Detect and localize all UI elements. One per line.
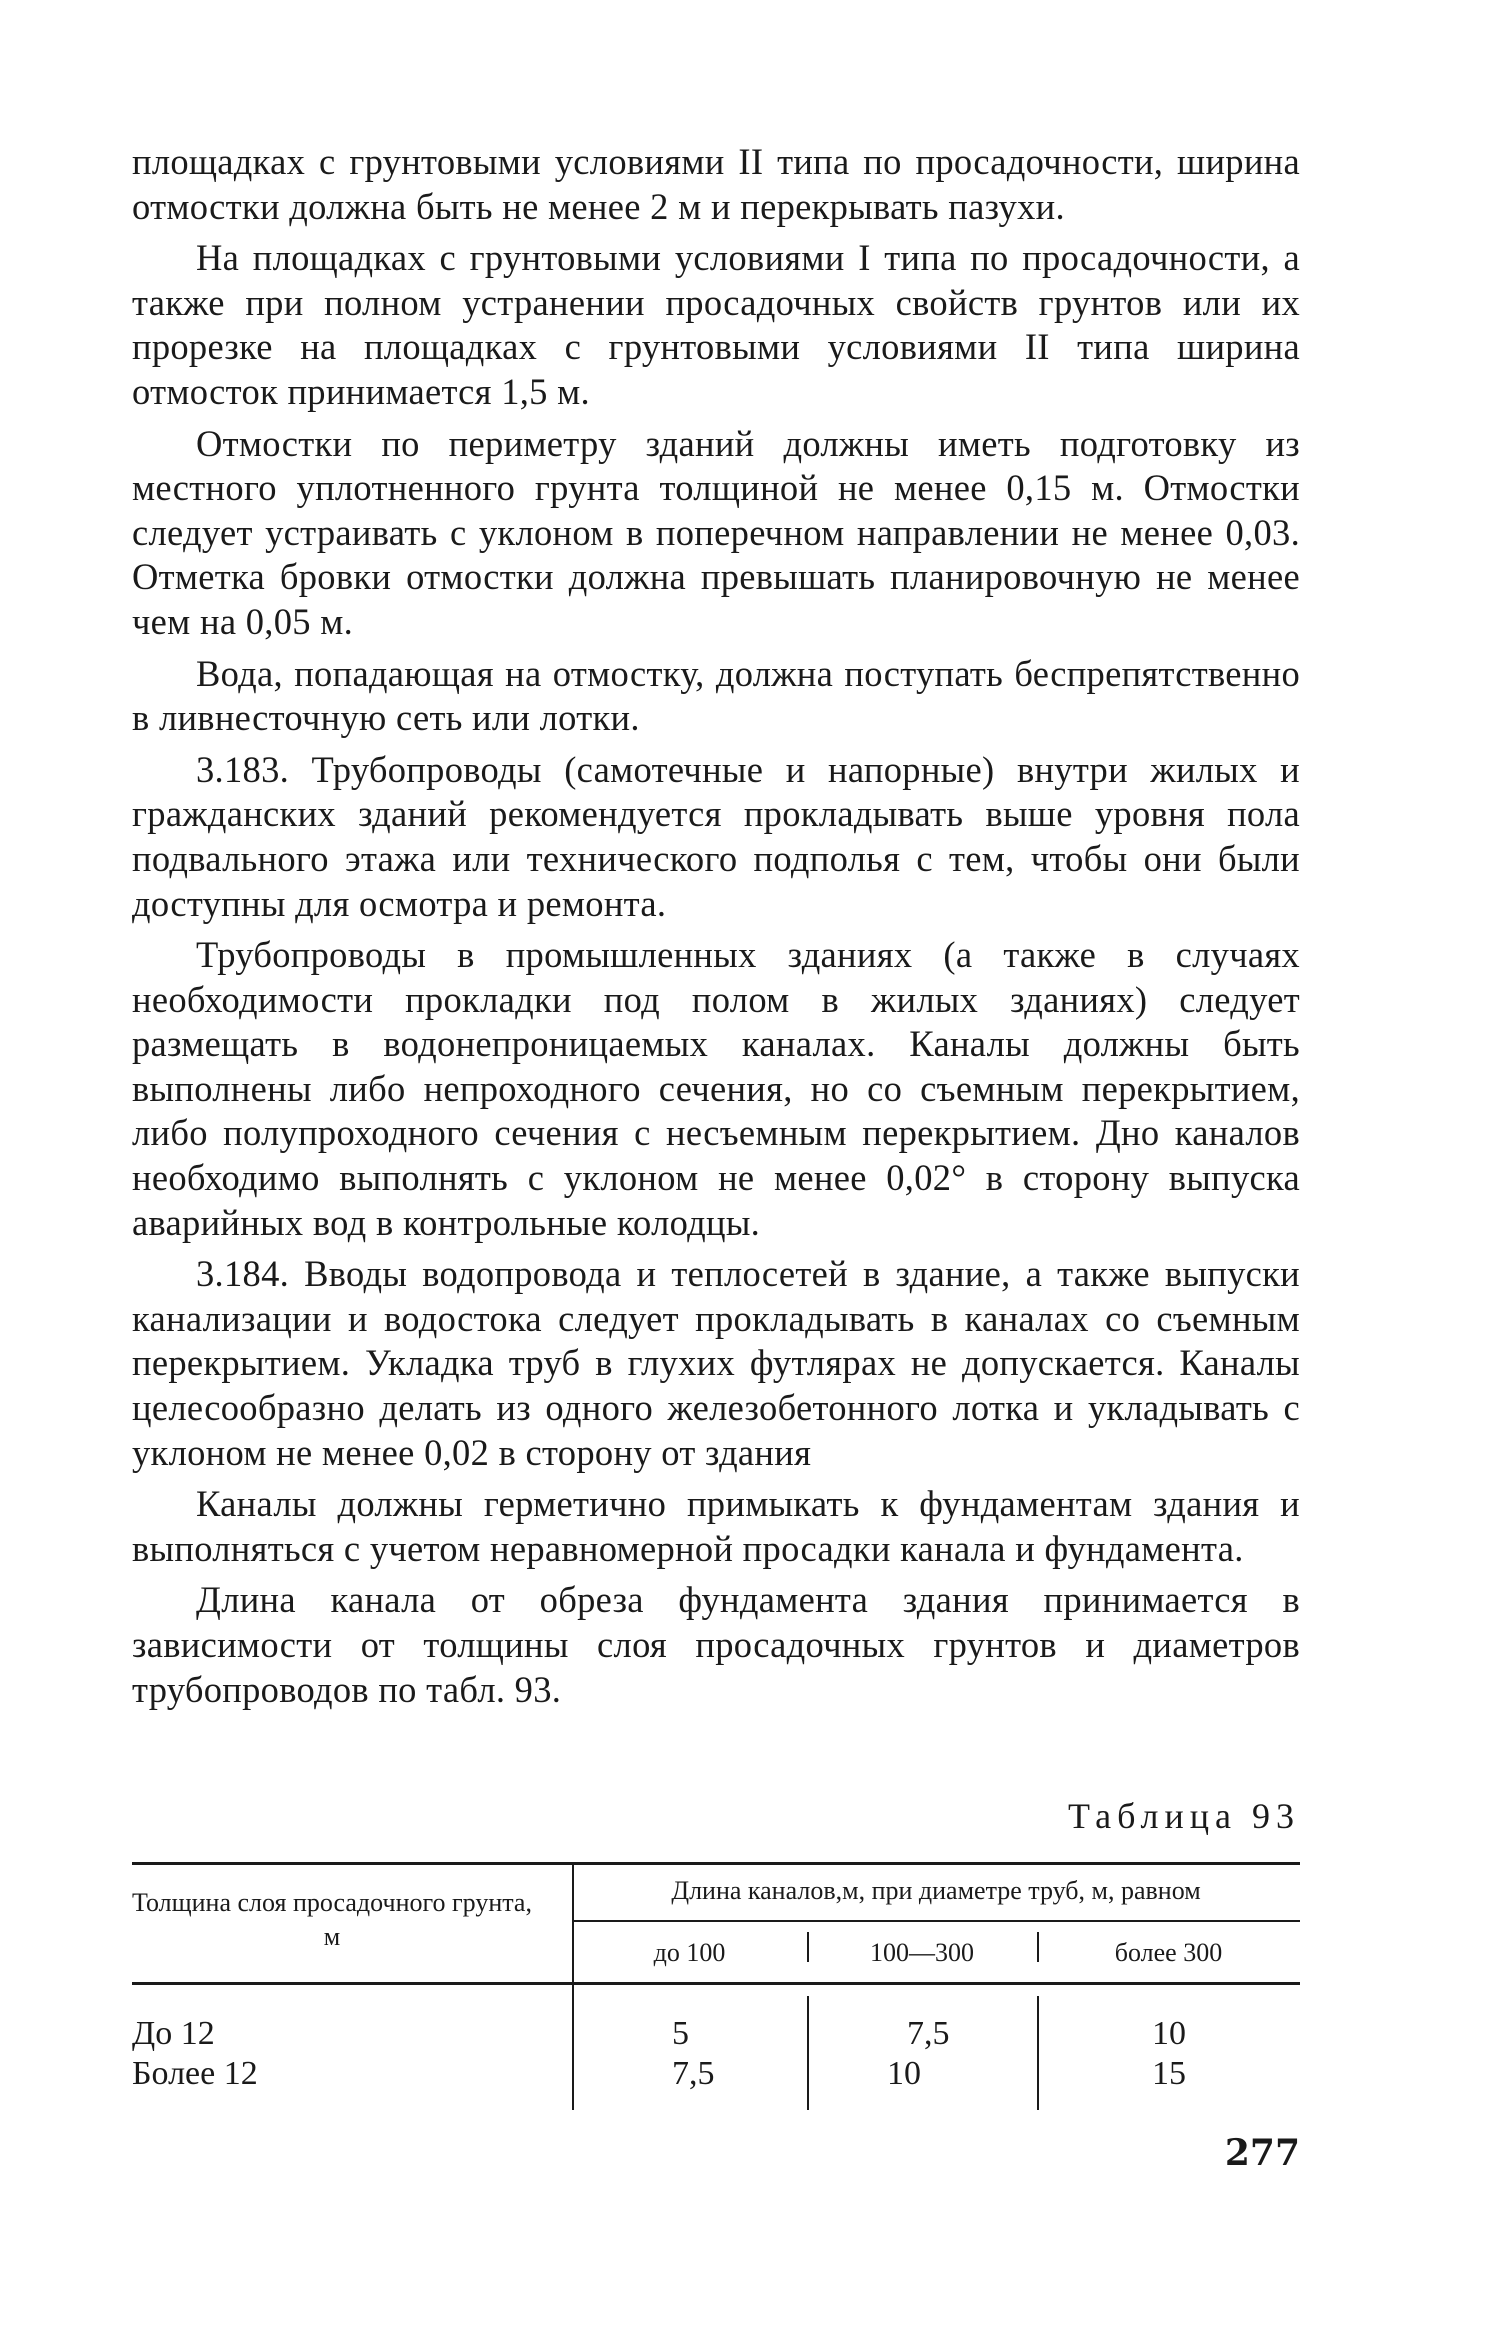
paragraph: Длина канала от обреза фундамента здания принимается в зависимости от толщины слоя просадочных грунтов и диаметров трубопроводов по табл. 93.	[132, 1579, 1300, 1710]
paragraph: Трубопроводы в промышленных зданиях (а также в случаях необходимости прокладки под полом в жилых зданиях) следует размещать в водонепроницаемых каналах. Каналы должны быть выполнены либо непроходного сечения, но со съемным перекрытием, либо полупроходного сечения с несъемным перекрытием. Дно каналов необходимо выполнять с уклоном не менее 0,02° в сторону выпуска аварийных вод в контрольные колодцы.	[132, 934, 1300, 1243]
table-cell: 10	[887, 2055, 921, 2092]
body-text	[132, 140, 1300, 1712]
table-cell: 5	[672, 2015, 689, 2052]
paragraph: 3.184. Вводы водопровода и теплосетей в здание, а также выпуски канализации и водостока следует прокладывать в каналах со съемным перекрытием. Укладка труб в глухих футлярах не допускается. Каналы целесообразно делать из одного железобетонного лотка и укладывать с уклоном не менее 0,02 в сторону от здания	[132, 1253, 1300, 1473]
table-cell: 15	[1152, 2055, 1186, 2092]
paragraph: площадках с грунтовыми условиями II типа по просадочности, ширина отмостки должна быть не менее 2 м и перекрывать пазухи.	[132, 141, 1300, 227]
column-header: 100—300	[870, 1938, 974, 1967]
table-top-rule	[132, 1862, 1300, 1865]
column-header: до 100	[653, 1938, 726, 1967]
page-number: 277	[1224, 2132, 1300, 2174]
row-header: Толщина слоя просадочного грунта, м	[132, 1888, 532, 1951]
row-label: Более 12	[132, 2055, 258, 2092]
paragraph: Вода, попадающая на отмостку, должна поступать беспрепятственно в ливнесточную сеть или лотки.	[132, 652, 1300, 739]
paragraph: Каналы должны герметично примыкать к фундаментам здания и выполняться с учетом неравномерной просадки канала и фундамента.	[132, 1483, 1300, 1569]
table-column-rule	[807, 1996, 809, 2110]
paragraph: 3.183. Трубопроводы (самотечные и напорные) внутри жилых и гражданских зданий рекомендуется прокладывать выше уровня пола подвального этажа или технического подполья с тем, чтобы они были доступны для осмотра и ремонта.	[132, 748, 1300, 924]
paragraph: На площадках с грунтовыми условиями I типа по просадочности, а также при полном устранении просадочных свойств грунтов или их прорезке на площадках с грунтовыми условиями II типа ширина отмосток принимается 1,5 м.	[132, 237, 1300, 412]
column-header: более 300	[1114, 1938, 1223, 1967]
table-caption: Таблица 93	[1068, 1796, 1300, 1836]
table-column-rule	[1037, 1996, 1039, 2110]
table-cell: 10	[1152, 2015, 1186, 2052]
table-cell: 7,5	[907, 2015, 950, 2052]
paragraph: Отмостки по периметру зданий должны иметь подготовку из местного уплотненного грунта толщиной не менее 0,15 м. Отмостки следует устраивать с уклоном в поперечном направлении не менее 0,03. Отметка бровки отмостки должна превышать планировочную не менее чем на 0,05 м.	[132, 422, 1300, 642]
data-table	[132, 1862, 1300, 2110]
group-header: Длина каналов,м, при диаметре труб, м, равном	[671, 1876, 1201, 1905]
table-subheader-rule	[572, 1920, 1300, 1922]
table-cell: 7,5	[672, 2055, 715, 2092]
row-label: До 12	[132, 2015, 215, 2052]
table-header-rule	[132, 1982, 1300, 1985]
